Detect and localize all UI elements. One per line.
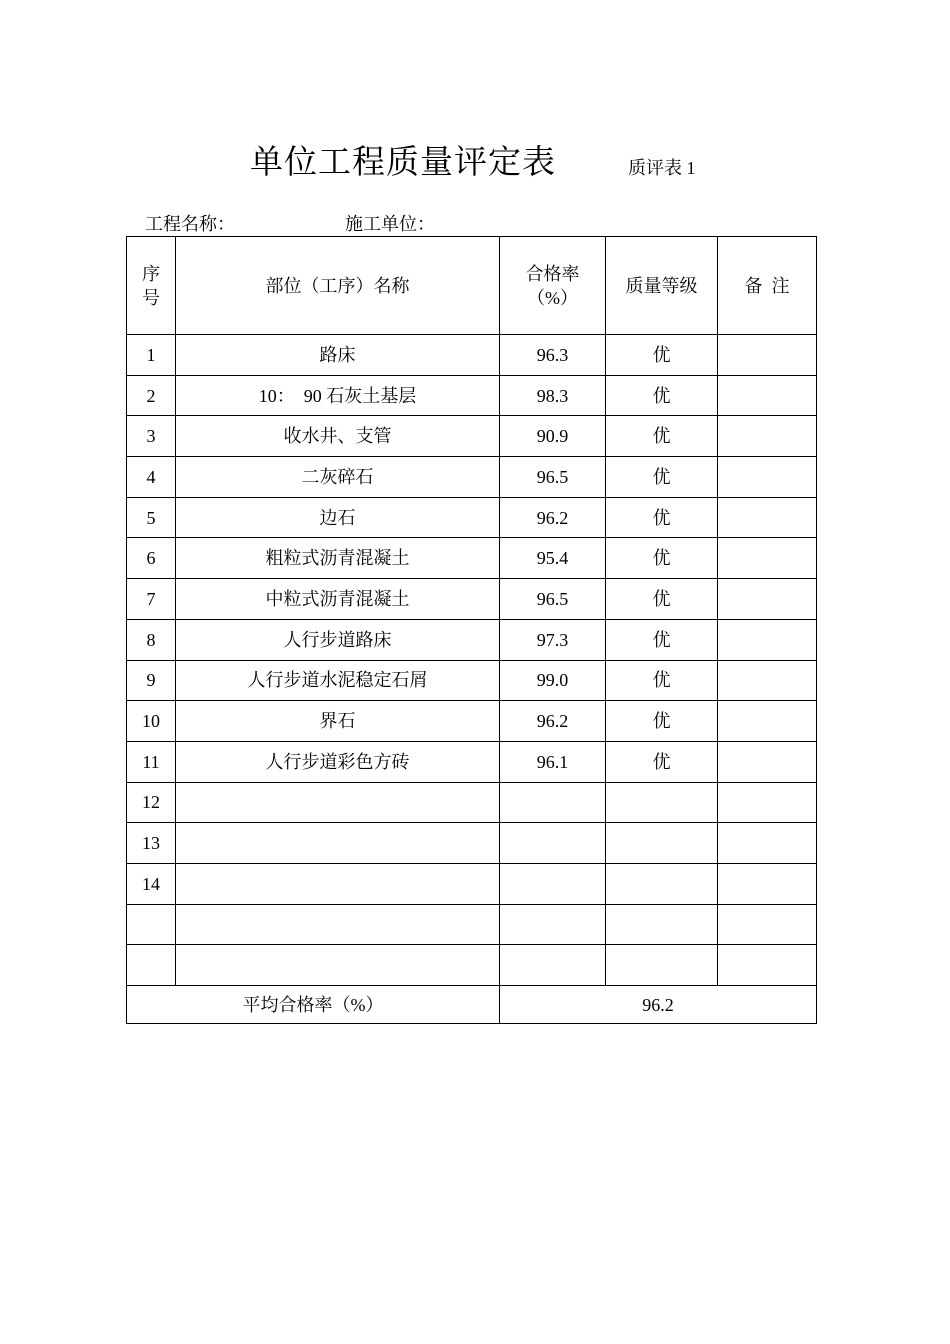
remarks-cell <box>718 335 817 376</box>
quality-grade-cell: 优 <box>606 335 718 376</box>
table-body <box>127 335 817 986</box>
quality-grade-cell: 优 <box>606 660 718 701</box>
seq-cell: 12 <box>127 782 176 823</box>
remarks-cell <box>718 538 817 579</box>
quality-grade-cell <box>606 823 718 864</box>
seq-cell: 4 <box>127 457 176 498</box>
seq-cell: 14 <box>127 863 176 904</box>
table-row <box>127 457 817 498</box>
pass-rate-cell <box>500 904 606 945</box>
seq-cell: 5 <box>127 497 176 538</box>
part-name-cell <box>176 863 500 904</box>
remarks-cell <box>718 457 817 498</box>
seq-cell: 6 <box>127 538 176 579</box>
pass-rate-cell: 96.3 <box>500 335 606 376</box>
header-pass-rate-line2: （%） <box>527 287 578 308</box>
part-name-cell: 人行步道彩色方砖 <box>176 741 500 782</box>
remarks-cell <box>718 701 817 742</box>
part-name-cell: 二灰碎石 <box>176 457 500 498</box>
part-name-cell: 边石 <box>176 497 500 538</box>
form-code: 质评表 1 <box>628 158 696 178</box>
pass-rate-cell <box>500 782 606 823</box>
part-name-cell: 界石 <box>176 701 500 742</box>
seq-cell: 9 <box>127 660 176 701</box>
seq-cell: 13 <box>127 823 176 864</box>
remarks-cell <box>718 823 817 864</box>
part-name-cell: 人行步道水泥稳定石屑 <box>176 660 500 701</box>
table-row <box>127 823 817 864</box>
part-name-cell: 10： 90 石灰土基层 <box>176 375 500 416</box>
table-row <box>127 782 817 823</box>
remarks-cell <box>718 416 817 457</box>
part-name-cell <box>176 823 500 864</box>
pass-rate-cell: 96.5 <box>500 457 606 498</box>
part-name-cell <box>176 945 500 986</box>
pass-rate-cell: 99.0 <box>500 660 606 701</box>
pass-rate-cell <box>500 863 606 904</box>
pass-rate-cell: 98.3 <box>500 375 606 416</box>
remarks-cell <box>718 375 817 416</box>
quality-grade-cell: 优 <box>606 741 718 782</box>
part-name-cell: 粗粒式沥青混凝土 <box>176 538 500 579</box>
pass-rate-cell: 96.2 <box>500 701 606 742</box>
remarks-cell <box>718 741 817 782</box>
table-row <box>127 538 817 579</box>
remarks-cell <box>718 579 817 620</box>
quality-assessment-table <box>126 236 817 1024</box>
header-remarks: 备 注 <box>718 237 817 335</box>
quality-grade-cell <box>606 782 718 823</box>
quality-grade-cell: 优 <box>606 497 718 538</box>
table-row <box>127 416 817 457</box>
page-title: 单位工程质量评定表 <box>250 142 556 181</box>
pass-rate-cell: 96.2 <box>500 497 606 538</box>
table-row <box>127 701 817 742</box>
part-name-cell: 路床 <box>176 335 500 376</box>
quality-grade-cell: 优 <box>606 579 718 620</box>
remarks-cell <box>718 782 817 823</box>
quality-grade-cell: 优 <box>606 457 718 498</box>
average-label: 平均合格率（%） <box>127 986 500 1024</box>
pass-rate-cell <box>500 823 606 864</box>
part-name-cell: 收水井、支管 <box>176 416 500 457</box>
header-seq <box>127 237 176 335</box>
seq-cell: 8 <box>127 619 176 660</box>
pass-rate-cell: 97.3 <box>500 619 606 660</box>
pass-rate-cell: 96.1 <box>500 741 606 782</box>
part-name-cell <box>176 782 500 823</box>
quality-grade-cell: 优 <box>606 538 718 579</box>
remarks-cell <box>718 863 817 904</box>
average-value: 96.2 <box>500 986 817 1024</box>
table-row <box>127 335 817 376</box>
pass-rate-cell: 95.4 <box>500 538 606 579</box>
seq-cell: 3 <box>127 416 176 457</box>
table-row <box>127 945 817 986</box>
pass-rate-cell: 96.5 <box>500 579 606 620</box>
header-pass-rate-line1: 合格率 <box>525 263 580 284</box>
remarks-cell <box>718 945 817 986</box>
seq-cell: 2 <box>127 375 176 416</box>
part-name-cell: 人行步道路床 <box>176 619 500 660</box>
header-part-name: 部位（工序）名称 <box>176 237 500 335</box>
quality-grade-cell <box>606 945 718 986</box>
quality-grade-cell: 优 <box>606 619 718 660</box>
header-seq-line2: 号 <box>142 287 160 308</box>
quality-grade-cell: 优 <box>606 375 718 416</box>
quality-grade-cell <box>606 904 718 945</box>
header-seq-line1: 序 <box>142 263 160 284</box>
remarks-cell <box>718 497 817 538</box>
header-quality-grade: 质量等级 <box>606 237 718 335</box>
part-name-cell <box>176 904 500 945</box>
remarks-cell <box>718 660 817 701</box>
remarks-cell <box>718 619 817 660</box>
table-row <box>127 904 817 945</box>
table-row <box>127 741 817 782</box>
header-pass-rate <box>500 237 606 335</box>
average-row <box>127 986 817 1024</box>
seq-cell: 7 <box>127 579 176 620</box>
remarks-cell <box>718 904 817 945</box>
quality-grade-cell: 优 <box>606 416 718 457</box>
seq-cell: 11 <box>127 741 176 782</box>
seq-cell: 10 <box>127 701 176 742</box>
table-header-row <box>127 237 817 335</box>
quality-grade-cell: 优 <box>606 701 718 742</box>
seq-cell <box>127 945 176 986</box>
project-name-label: 工程名称： <box>145 214 235 234</box>
table-row <box>127 619 817 660</box>
table-row <box>127 863 817 904</box>
table-row <box>127 579 817 620</box>
pass-rate-cell <box>500 945 606 986</box>
quality-grade-cell <box>606 863 718 904</box>
table-row <box>127 375 817 416</box>
construction-unit-label: 施工单位： <box>345 214 435 234</box>
pass-rate-cell: 90.9 <box>500 416 606 457</box>
part-name-cell: 中粒式沥青混凝土 <box>176 579 500 620</box>
table-row <box>127 660 817 701</box>
table-row <box>127 497 817 538</box>
seq-cell <box>127 904 176 945</box>
seq-cell: 1 <box>127 335 176 376</box>
